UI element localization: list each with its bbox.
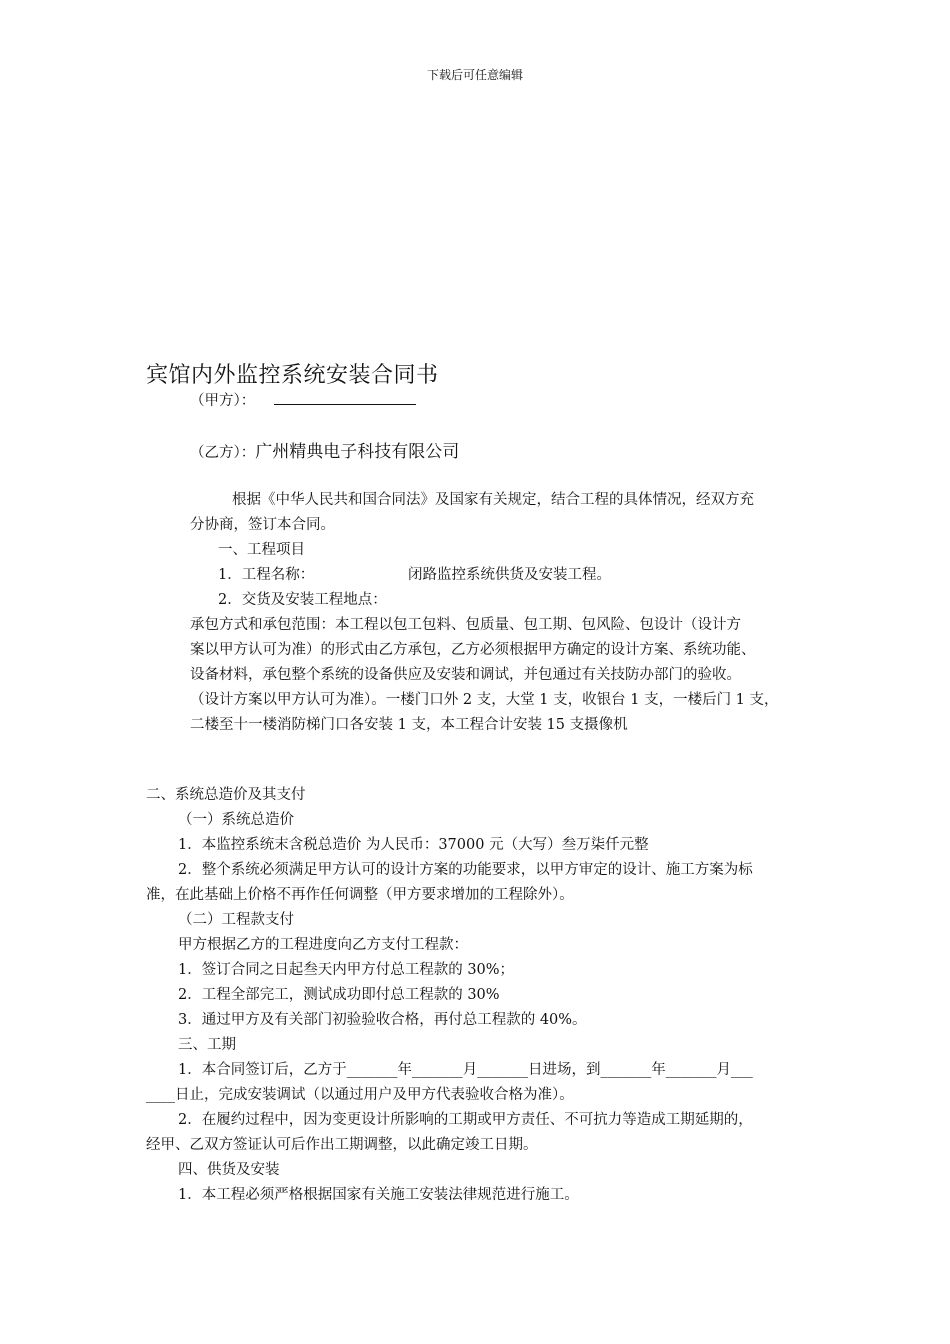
scope-line: 承包方式和承包范围：本工程以包工包料、包质量、包工期、包风险、包设计（设计方 (190, 617, 741, 633)
party-a-label: （甲方）： (190, 393, 256, 409)
payment-item-3: 3．通过甲方及有关部门初验验收合格，再付总工程款的 40%。 (178, 1012, 587, 1028)
section3-item1-line1: 1．本合同签订后，乙方于_______年_______月_______日进场，到_______年_______月___ (178, 1062, 753, 1078)
section1-item1-value: 闭路监控系统供货及安装工程。 (408, 567, 611, 583)
section3-item2-line2: 经甲、乙双方签证认可后作出工期调整，以此确定竣工日期。 (146, 1137, 538, 1153)
scope-line: （设计方案以甲方认可为准）。一楼门口外 2 支，大堂 1 支，收银台 1 支，一楼后门 1 支， (190, 692, 779, 708)
party-a-line (190, 389, 416, 410)
party-b-line (190, 437, 459, 462)
payment-intro: 甲方根据乙方的工程进度向乙方支付工程款： (178, 937, 468, 953)
contract-title: 宾馆内外监控系统安装合同书 (146, 363, 439, 388)
party-a-blank (274, 390, 416, 405)
section3-heading: 三、工期 (178, 1037, 236, 1053)
payment-item-2: 2．工程全部完工，测试成功即付总工程款的 30% (178, 987, 500, 1003)
section1-item1-label: 1．工程名称： (218, 567, 315, 583)
section1-heading: 一、工程项目 (218, 542, 305, 558)
section2-sub2: （二）工程款支付 (178, 912, 294, 928)
party-b-name: 广州精典电子科技有限公司 (255, 442, 460, 462)
section2-item2-line1: 2．整个系统必须满足甲方认可的设计方案的功能要求，以甲方审定的设计、施工方案为标 (178, 862, 753, 878)
scope-line: 案以甲方认可为准）的形式由乙方承包，乙方必须根据甲方确定的设计方案、系统功能、 (190, 642, 756, 658)
section4-item1: 1．本工程必须严格根据国家有关施工安装法律规范进行施工。 (178, 1187, 579, 1203)
section3-item2-line1: 2．在履约过程中，因为变更设计所影响的工期或甲方责任、不可抗力等造成工期延期的， (178, 1112, 753, 1128)
section2-heading: 二、系统总造价及其支付 (146, 787, 306, 803)
scope-line: 二楼至十一楼消防梯门口各安装 1 支，本工程合计安装 15 支摄像机 (190, 717, 628, 733)
section2-item1: 1．本监控系统末含税总造价 为人民币：37000 元（大写）叁万柒仟元整 (178, 837, 649, 853)
intro-line-2: 分协商，签订本合同。 (190, 517, 335, 533)
section4-heading: 四、供货及安装 (178, 1162, 280, 1178)
party-b-label: （乙方）： (190, 445, 256, 461)
section2-item2-line2: 准，在此基础上价格不再作任何调整（甲方要求增加的工程除外）。 (146, 887, 574, 903)
intro-line-1: 根据《中华人民共和国合同法》及国家有关规定，结合工程的具体情况，经双方充 (232, 492, 754, 508)
payment-item-1: 1．签订合同之日起叁天内甲方付总工程款的 30%； (178, 962, 515, 978)
section3-item1-line2: ____日止，完成安装调试（以通过用户及甲方代表验收合格为准）。 (146, 1087, 574, 1103)
page-header-note: 下载后可任意编辑 (426, 68, 523, 82)
scope-line: 设备材料，承包整个系统的设备供应及安装和调试，并包通过有关技防办部门的验收。 (190, 667, 741, 683)
section2-sub1: （一）系统总造价 (178, 812, 294, 828)
section1-item2: 2．交货及安装工程地点： (218, 592, 387, 608)
